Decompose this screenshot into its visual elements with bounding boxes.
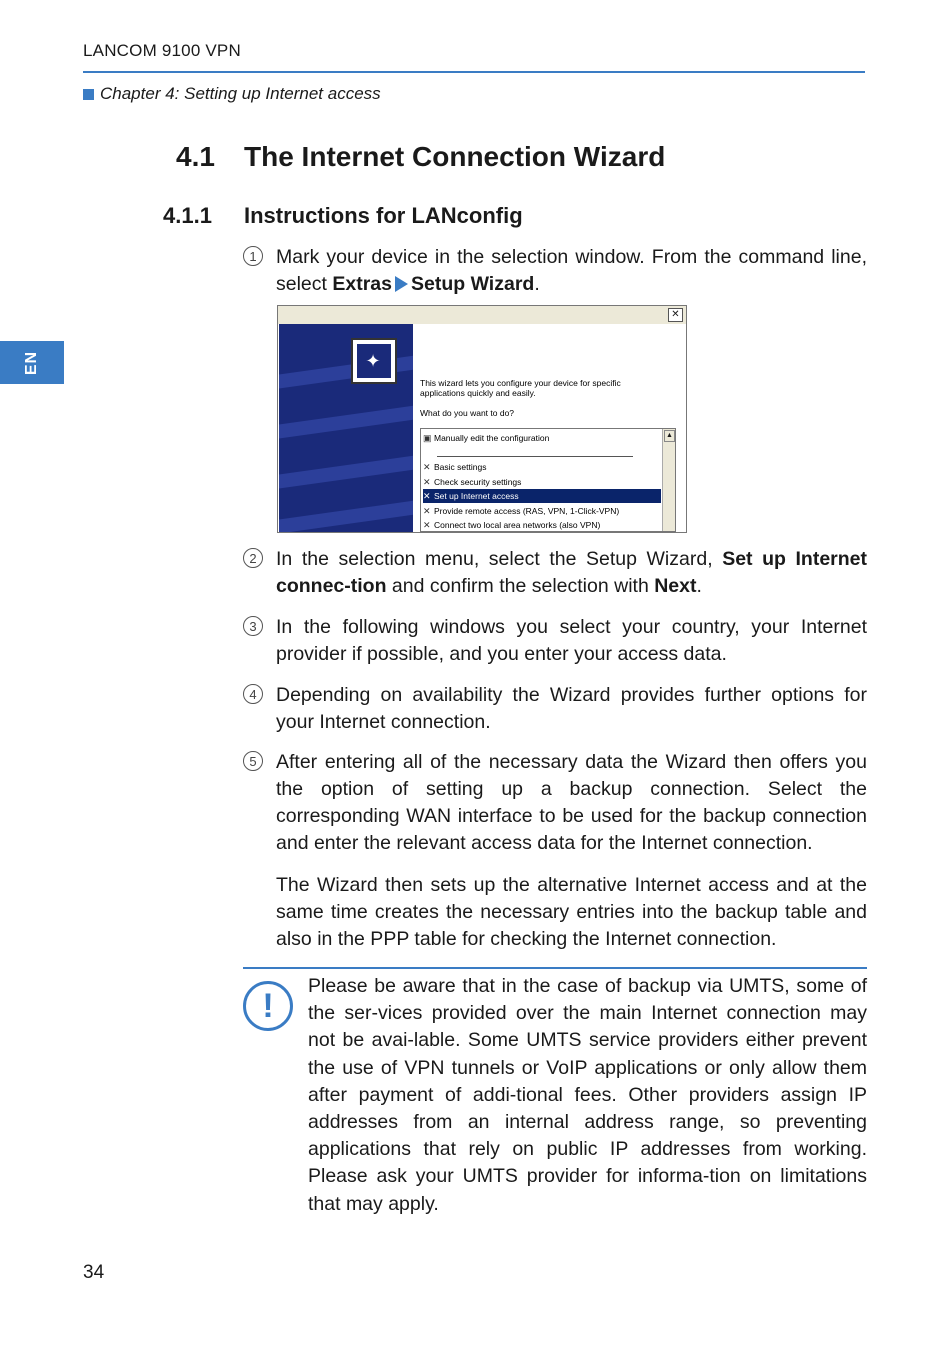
step-text-plain: In the selection menu, select the Setup Wizard, (276, 548, 723, 570)
list-item-label: Check security settings (434, 477, 522, 487)
language-tab-label: EN (22, 350, 40, 375)
wizard-logo-icon: ✦ (351, 338, 397, 384)
section-number: 4.1 (176, 141, 215, 172)
page-number: 34 (83, 1262, 105, 1283)
list-item-label: Provide remote access (RAS, VPN, 1-Click-VPN) (434, 506, 620, 516)
list-item[interactable] (423, 475, 661, 489)
list-item[interactable] (423, 518, 661, 532)
wizard-option-list[interactable] (420, 428, 676, 532)
list-item-selected[interactable] (423, 489, 661, 503)
scroll-up-icon[interactable]: ▲ (664, 430, 675, 442)
wand-icon: ✕ (423, 491, 431, 501)
step-text: In the following windows you select your country, your Internet provider if possible, and you enter your access data. (276, 616, 867, 665)
step-4 (243, 682, 867, 736)
list-item-label: Basic settings (434, 462, 487, 472)
step-5 (243, 749, 867, 857)
step-text: After entering all of the necessary data the Wizard then offers you the option of setting up a backup connection. Select the corresponding WAN interface to be used for the backup connection and enter the relevant access data for the Internet connection. (276, 751, 867, 854)
list-item-label: Set up Internet access (434, 491, 519, 501)
header-rule (83, 71, 865, 73)
chapter-title: Chapter 4: Setting up Internet access (100, 84, 381, 103)
step-marker: 2 (243, 548, 263, 568)
step-marker: 4 (243, 684, 263, 704)
wizard-intro-2: applications quickly and easily. (420, 388, 536, 398)
step-marker: 3 (243, 616, 263, 636)
subsection-number: 4.1.1 (163, 203, 212, 228)
wand-icon: ✕ (423, 462, 431, 472)
option-setup-internet: Set up Internet connec-tion (276, 548, 868, 597)
list-item[interactable] (423, 460, 661, 474)
section-heading (176, 141, 665, 173)
followup-paragraph: The Wizard then sets up the alternative Internet access and at the same time creates the necessary entries into the backup table and also in the PPP table for checking the Internet connection. (276, 874, 867, 950)
wand-icon: ✕ (423, 520, 431, 530)
wizard-screenshot (277, 305, 687, 533)
subsection-title: Instructions for LANconfig (244, 203, 523, 228)
chapter-square-icon (83, 89, 94, 100)
list-item-label: Manually edit the configuration (434, 433, 550, 443)
wizard-question: What do you want to do? (420, 408, 515, 418)
chapter-line (83, 84, 381, 104)
step-text-plain: and confirm the selection with (386, 575, 655, 597)
list-item[interactable] (423, 504, 661, 518)
arrow-right-icon (395, 276, 408, 292)
menu-setup-wizard: Setup Wizard (410, 273, 535, 295)
step-text (276, 244, 867, 298)
step-text-plain: . (696, 575, 702, 597)
language-tab (0, 341, 64, 384)
step-marker: 5 (243, 751, 263, 771)
list-item[interactable] (423, 431, 661, 445)
button-next-label: Next (654, 575, 697, 597)
close-icon[interactable]: ✕ (668, 308, 683, 322)
wizard-intro-1: This wizard lets you configure your device for specific (420, 378, 621, 388)
note-rule (243, 967, 867, 969)
list-separator (437, 456, 633, 457)
running-header: LANCOM 9100 VPN (83, 41, 241, 60)
list-item-label: Connect two local area networks (also VPN) (434, 520, 601, 530)
step-2 (243, 546, 867, 600)
config-icon: ▣ (423, 433, 432, 443)
step-text-plain: Mark your device in the selection window. From the command line, select (276, 246, 867, 295)
wand-icon: ✕ (423, 506, 431, 516)
step-3 (243, 614, 867, 668)
subsection-heading (163, 203, 523, 229)
section-title: The Internet Connection Wizard (244, 141, 666, 172)
wizard-side-banner (279, 324, 413, 532)
note-text: Please be aware that in the case of backup via UMTS, some of the ser-vices provided over the main Internet connection may not be avai-lable. Some UMTS service providers either prevent the use of VPN tunnels or VoIP applications or only allow them after payment of addi-tional fees. Other providers assign IP addresses from an internal address range, so preventing applications that rely on public IP addresses from working. Please ask your UMTS provider for informa-tion on limitations that may apply. (308, 975, 867, 1215)
step-text (276, 546, 867, 600)
step-marker: 1 (243, 246, 263, 266)
wand-icon: ✕ (423, 477, 431, 487)
step-text-plain: . (534, 273, 540, 295)
list-scrollbar[interactable] (662, 429, 675, 531)
step-text: Depending on availability the Wizard provides further options for your Internet connection. (276, 684, 867, 733)
menu-extras: Extras (332, 273, 392, 295)
exclamation-icon: ! (243, 981, 293, 1031)
window-titlebar (278, 306, 686, 324)
step-1 (243, 244, 867, 298)
